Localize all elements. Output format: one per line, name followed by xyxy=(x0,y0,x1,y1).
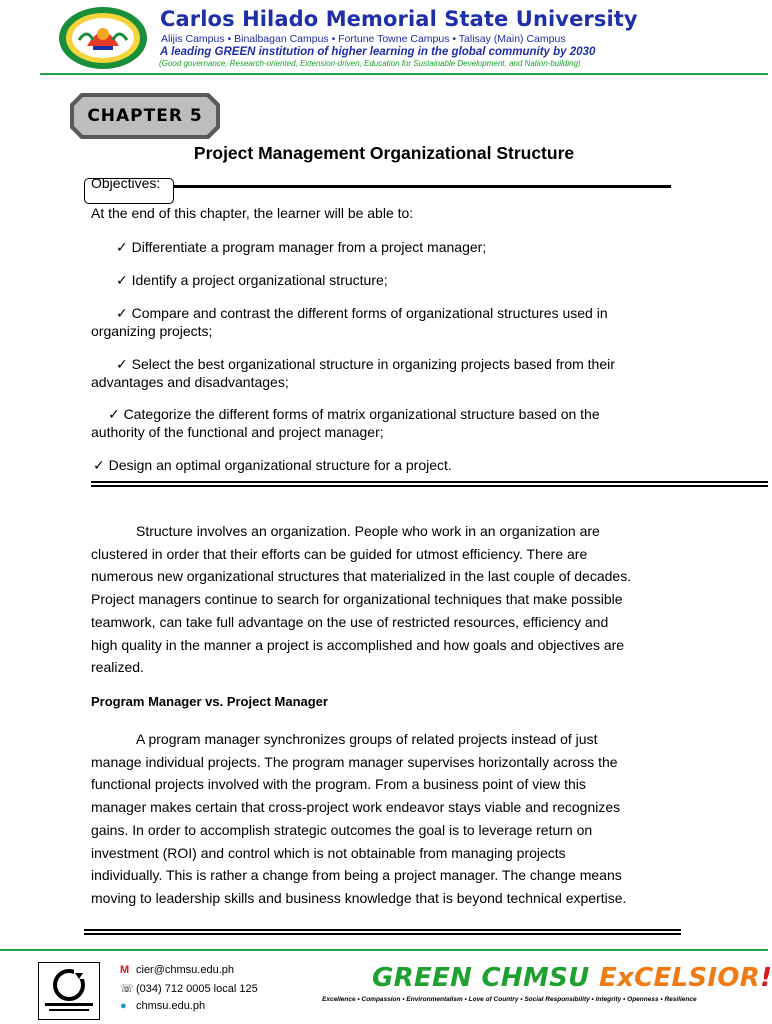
green-chmsu-excelsior-slogan: GREEN CHMSU ExCELSIOR! xyxy=(372,963,772,993)
objectives-rule xyxy=(174,185,671,188)
check-icon: ✓ xyxy=(116,239,128,255)
vision-statement: A leading GREEN institution of higher learning in the global community by 2030 xyxy=(160,46,596,58)
objective-item-continued: organizing projects; xyxy=(91,323,213,339)
goals-statement: (Good governance, Research-oriented, Extension-driven, Education for Sustainable Development, and Nation-building) xyxy=(159,59,581,68)
globe-icon: ● xyxy=(120,1000,127,1012)
objective-item: ✓ Design an optimal organizational structure for a project. xyxy=(93,457,452,473)
objective-item: ✓ Select the best organizational structure in organizing projects based from their xyxy=(116,356,615,372)
check-icon: ✓ xyxy=(116,356,128,372)
objective-item: ✓ Categorize the different forms of matrix organizational structure based on the xyxy=(108,406,600,422)
check-icon: ✓ xyxy=(116,305,128,321)
phone-icon: ☏ xyxy=(120,983,134,995)
header-divider xyxy=(40,73,768,75)
chapter-label: CHAPTER 5 xyxy=(87,106,203,126)
mail-icon: M xyxy=(120,964,130,976)
chapter-title: Project Management Organizational Structure xyxy=(193,143,575,163)
page-header xyxy=(0,0,768,76)
campus-list: Alijis Campus • Binalbagan Campus • Fortune Towne Campus • Talisay (Main) Campus xyxy=(161,33,566,45)
footer-website: ● chmsu.edu.ph xyxy=(120,1000,206,1012)
program-manager-paragraph: A program manager synchronizes groups of related projects instead of just manage individual projects. The program manager supervises horizontally across the functional projects involved with the program. From a business point of view this manager makes certain that cross-project work endeavor stays viable and recognizes gains. In order to accomplish strategic outcomes the goal is to leverage return on investment (ROI) and control which is not obtainable from managing projects individually. This is rather a change from being a project manager. The change means moving to leadership skills and business knowledge that is beyond technical expertise. xyxy=(91,731,627,906)
objectives-intro: At the end of this chapter, the learner will be able to: xyxy=(91,205,414,221)
footer-divider xyxy=(0,949,768,951)
page-end-divider xyxy=(84,929,681,935)
objective-item: ✓ Differentiate a program manager from a project manager; xyxy=(116,239,487,255)
check-icon: ✓ xyxy=(116,272,128,288)
objective-item: ✓ Identify a project organizational structure; xyxy=(116,272,388,288)
iso-certification-badge xyxy=(38,962,100,1020)
core-values: Excellence • Compassion • Environmentalism • Love of Country • Social Responsibility • Integrity • Openness • Resilience xyxy=(322,996,697,1003)
objective-item: ✓ Compare and contrast the different forms of organizational structures used in xyxy=(116,305,608,321)
certification-icon xyxy=(39,963,99,1019)
check-icon: ✓ xyxy=(93,457,105,473)
section-divider xyxy=(91,481,768,487)
university-seal-icon xyxy=(57,6,149,70)
objective-item-continued: advantages and disadvantages; xyxy=(91,374,289,390)
intro-paragraph: Structure involves an organization. People who work in an organization are clustered in order that their efforts can be guided for utmost efficiency. There are numerous new organizational structures that materialized in the last couple of decades. Project managers continue to search for organizational techniques that make possible teamwork, can take full advantage on the use of restricted resources, efficiency and high quality in the manner a project is accomplished and how goals and objectives are realized. xyxy=(91,523,632,676)
chapter-badge xyxy=(69,92,221,140)
objective-item-continued: authority of the functional and project manager; xyxy=(91,424,384,440)
check-icon: ✓ xyxy=(108,406,120,422)
objectives-label: Objectives: xyxy=(91,175,161,191)
footer-email: M cier@chmsu.edu.ph xyxy=(120,964,234,976)
section-heading: Program Manager vs. Project Manager xyxy=(91,694,328,709)
university-name: Carlos Hilado Memorial State University xyxy=(160,7,638,31)
footer-phone: ☏ (034) 712 0005 local 125 xyxy=(120,983,258,995)
